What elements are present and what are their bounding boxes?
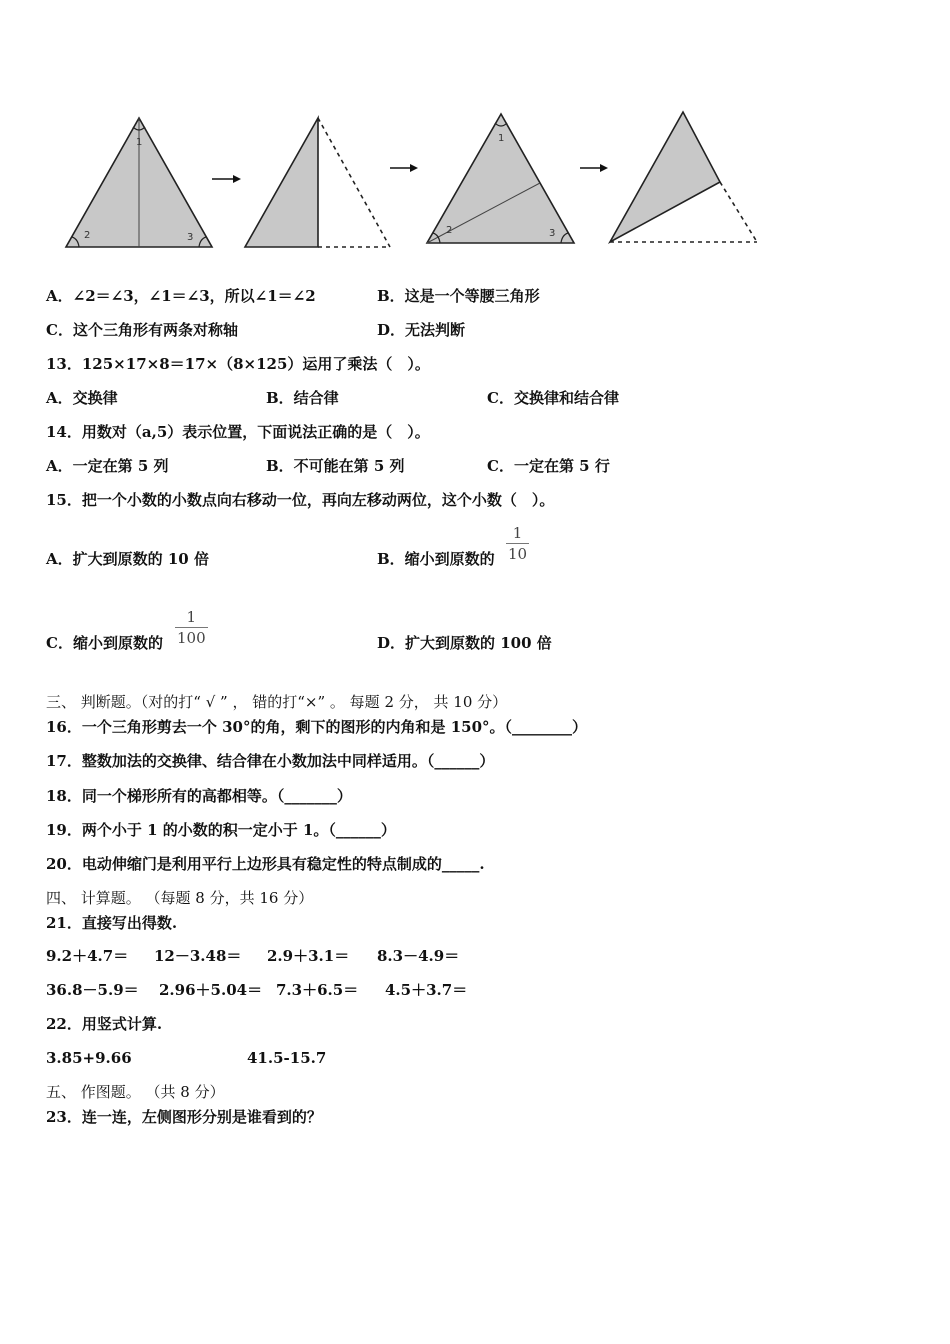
- q12-option-a: A．∠2＝∠3，∠1＝∠3，所以∠1＝∠2: [46, 287, 316, 305]
- q15-stem: 15．把一个小数的小数点向右移动一位，再向左移动两位，这个小数（ ）。: [46, 491, 555, 509]
- triangle-4-folded: [610, 112, 757, 242]
- angle-label-3: 3: [187, 232, 194, 243]
- q14-option-c: C．一定在第 5 行: [487, 457, 610, 475]
- triangle-1: [66, 118, 212, 247]
- calc-item: 7.3＋6.5＝: [276, 981, 359, 999]
- q19: 19．两个小于 1 的小数的积一定小于 1。（______）: [46, 821, 396, 839]
- q17: 17．整数加法的交换律、结合律在小数加法中同样适用。（______）: [46, 752, 495, 770]
- q12-option-d: D．无法判断: [377, 321, 466, 339]
- section4-title: 四、 计算题。 （每题 8 分，共 16 分）: [46, 889, 314, 907]
- fraction-denominator: 100: [177, 629, 206, 647]
- q15-option-b-fraction: [506, 524, 529, 563]
- q14-stem: 14．用数对（a,5）表示位置，下面说法正确的是（ ）。: [46, 423, 430, 441]
- angle-label-1b: 1: [498, 133, 505, 144]
- section3-title: 三、 判断题。（对的打“ √ ” ， 错的打“×” 。 每题 2 分， 共 10 分）: [46, 693, 508, 711]
- q13-option-c: C．交换律和结合律: [487, 389, 619, 407]
- q12-option-c: C．这个三角形有两条对称轴: [46, 321, 238, 339]
- arrow-1: [212, 175, 241, 183]
- q18: 18．同一个梯形所有的高都相等。（_______）: [46, 787, 352, 805]
- calc-item: 2.96＋5.04＝: [159, 981, 263, 999]
- calc-item: 36.8－5.9＝: [46, 981, 139, 999]
- q14-option-a: A．一定在第 5 列: [46, 457, 169, 475]
- fraction-numerator: 1: [512, 524, 523, 542]
- q12-option-b: B．这是一个等腰三角形: [377, 287, 540, 305]
- calc-item: 9.2＋4.7＝: [46, 947, 129, 965]
- q20: 20．电动伸缩门是利用平行上边形具有稳定性的特点制成的_____.: [46, 855, 485, 873]
- angle-label-2b: 2: [446, 225, 453, 236]
- q15-option-c: C．缩小到原数的: [46, 634, 163, 652]
- angle-label-1: 1: [136, 137, 143, 148]
- vertical-calc-item: 41.5-15.7: [247, 1049, 327, 1067]
- triangle-3: [427, 114, 574, 243]
- angle-label-2: 2: [84, 230, 91, 241]
- q15-option-b: B．缩小到原数的: [377, 550, 495, 568]
- q14-option-b: B．不可能在第 5 列: [266, 457, 405, 475]
- calc-item: 2.9＋3.1＝: [267, 947, 350, 965]
- fraction-numerator: 1: [186, 608, 197, 626]
- q23: 23．连一连，左侧图形分别是谁看到的？: [46, 1108, 322, 1126]
- q13-option-b: B．结合律: [266, 389, 339, 407]
- vertical-calc-item: 3.85+9.66: [46, 1049, 132, 1067]
- angle-label-3b: 3: [549, 228, 556, 239]
- calc-item: 4.5＋3.7＝: [385, 981, 468, 999]
- arrow-2: [390, 164, 418, 172]
- triangle-2-folded: [245, 118, 390, 247]
- fraction-denominator: 10: [508, 545, 528, 563]
- q21: 21．直接写出得数.: [46, 914, 178, 932]
- arrow-3: [580, 164, 608, 172]
- q22: 22．用竖式计算.: [46, 1015, 163, 1033]
- section5-title: 五、 作图题。 （共 8 分）: [46, 1083, 225, 1101]
- q15-option-a: A．扩大到原数的 10 倍: [46, 550, 209, 568]
- calc-item: 12－3.48＝: [154, 947, 242, 965]
- q15-option-c-fraction: [175, 608, 208, 647]
- q13-stem: 13．125×17×8＝17×（8×125）运用了乘法（ ）。: [46, 355, 430, 373]
- calc-item: 8.3－4.9＝: [377, 947, 460, 965]
- q16: 16．一个三角形剪去一个 30°的角，剩下的图形的内角和是 150°。（________）: [46, 718, 588, 736]
- q15-option-d: D．扩大到原数的 100 倍: [377, 634, 552, 652]
- q13-option-a: A．交换律: [46, 389, 118, 407]
